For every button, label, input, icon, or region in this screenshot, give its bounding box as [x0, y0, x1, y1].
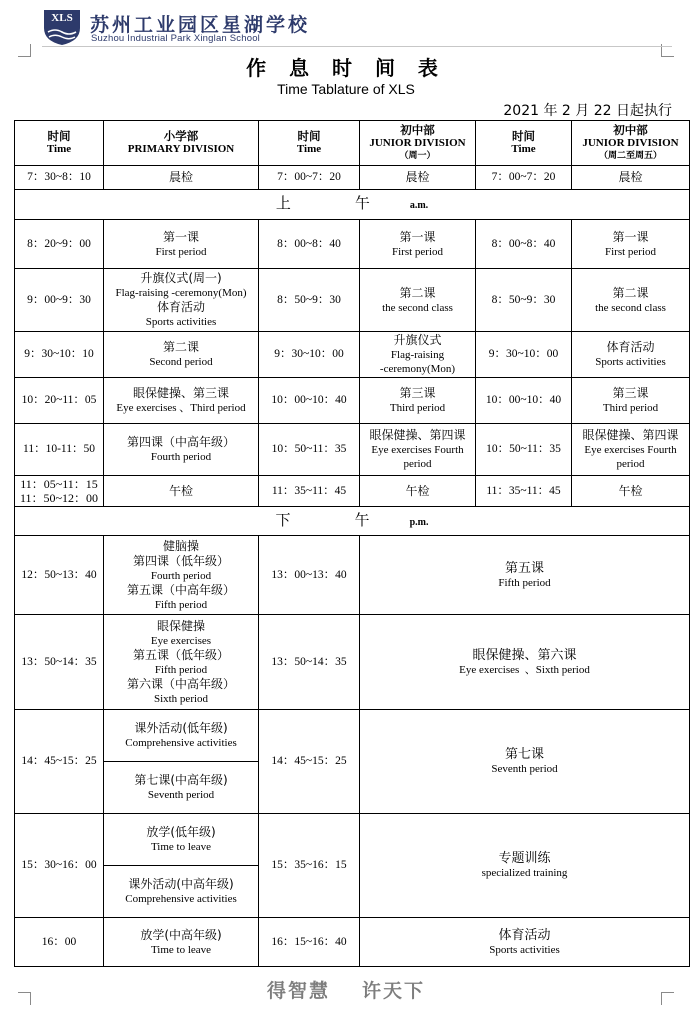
table-row: [15, 476, 690, 507]
time-cell: 13：50~14：35: [259, 615, 360, 710]
table-row: [15, 332, 690, 378]
activity-cell: 体育活动 Sports activities: [572, 332, 690, 378]
activity-cell: 第三课 Third period: [572, 378, 690, 424]
table-row: [15, 424, 690, 476]
time-cell: 7：00~7：20: [476, 166, 572, 190]
time-cell: 10：00~10：40: [259, 378, 360, 424]
table-row: [15, 166, 690, 190]
activity-cell: 第三课 Third period: [360, 378, 476, 424]
time-cell: 16：00: [15, 918, 104, 967]
activity-cell: 眼保健操、第四课 Eye exercises Fourth period: [572, 424, 690, 476]
time-cell: 8：20~9：00: [15, 220, 104, 269]
time-cell: 8：00~8：40: [476, 220, 572, 269]
time-cell: 10：50~11：35: [259, 424, 360, 476]
activity-cell: 专题训练 specialized training: [360, 814, 690, 918]
activity-cell: 午检: [360, 476, 476, 507]
header-row: [15, 121, 690, 166]
time-cell: 12：50~13：40: [15, 536, 104, 615]
activity-cell: 第一课 First period: [360, 220, 476, 269]
pm-section-label: 下 午 p.m.: [15, 507, 690, 536]
activity-cell: 健脑操 第四课（低年级） Fourth period 第五课（中高年级） Fifth period: [104, 536, 259, 615]
activity-cell: 第二课 the second class: [360, 269, 476, 332]
time-cell: 13：00~13：40: [259, 536, 360, 615]
split-bottom: 课外活动(中高年级) Comprehensive activities: [125, 877, 237, 905]
am-section-row: [15, 190, 690, 220]
time-cell: 14：45~15：25: [15, 710, 104, 814]
time-cell: 7：30~8：10: [15, 166, 104, 190]
activity-cell: 升旗仪式(周一) Flag-raising -ceremony(Mon) 体育活动 Sports activities: [104, 269, 259, 332]
header-time-junior-tue-fri: 时间 Time: [476, 121, 572, 166]
school-logo-icon: [42, 8, 82, 46]
table-row: [15, 814, 690, 918]
time-cell: 9：30~10：00: [476, 332, 572, 378]
activity-cell: 午检: [104, 476, 259, 507]
time-cell: 13：50~14：35: [15, 615, 104, 710]
header-divider: [42, 46, 672, 47]
table-row: [15, 710, 690, 814]
activity-cell: 第一课 First period: [572, 220, 690, 269]
header-primary-division: 小学部 PRIMARY DIVISION: [104, 121, 259, 166]
time-cell: 9：30~10：10: [15, 332, 104, 378]
time-cell: 11：35~11：45: [259, 476, 360, 507]
table-row: [15, 918, 690, 967]
time-cell: 7：00~7：20: [259, 166, 360, 190]
page-title-en: Time Tablature of XLS: [277, 81, 415, 97]
am-section-label: 上 午 a.m.: [15, 190, 690, 220]
activity-cell: 眼保健操、第四课 Eye exercises Fourth period: [360, 424, 476, 476]
activity-cell-split: [104, 814, 259, 918]
school-name-cn: 苏州工业园区星湖学校: [90, 14, 311, 36]
time-cell: 10：50~11：35: [476, 424, 572, 476]
logo-text: XLS: [51, 12, 73, 24]
header-time-primary: 时间 Time: [15, 121, 104, 166]
time-cell: 11：35~11：45: [476, 476, 572, 507]
activity-cell: 眼保健操 Eye exercises 第五课（低年级） Fifth period 第六课（中高年级） Sixth period: [104, 615, 259, 710]
footer-motto-right: 许天下: [362, 980, 426, 1002]
table-row: [15, 378, 690, 424]
table-row: [15, 536, 690, 615]
activity-cell: 晨检: [360, 166, 476, 190]
header-time-junior-mon: 时间 Time: [259, 121, 360, 166]
time-cell: 9：00~9：30: [15, 269, 104, 332]
page-title-cn: 作 息 时 间 表: [246, 56, 446, 80]
activity-cell: 第四课（中高年级） Fourth period: [104, 424, 259, 476]
footer-motto-left: 得智慧: [266, 980, 330, 1002]
activity-cell: 午检: [572, 476, 690, 507]
effective-date: 2021 年 2 月 22 日起执行: [503, 103, 672, 119]
activity-cell: 晨检: [572, 166, 690, 190]
header-junior-division-mon: 初中部 JUNIOR DIVISION （周一）: [360, 121, 476, 166]
time-cell: 10：00~10：40: [476, 378, 572, 424]
activity-cell: 放学(中高年级) Time to leave: [104, 918, 259, 967]
school-header: [42, 6, 682, 48]
time-cell: 15：30~16：00: [15, 814, 104, 918]
table-row: [15, 220, 690, 269]
pm-section-row: [15, 507, 690, 536]
table-row: [15, 269, 690, 332]
header-junior-division-tue-fri: 初中部 JUNIOR DIVISION （周二至周五）: [572, 121, 690, 166]
split-top: 课外活动(低年级) Comprehensive activities: [104, 710, 258, 762]
activity-cell-split: [104, 710, 259, 814]
activity-cell: 第五课 Fifth period: [360, 536, 690, 615]
activity-cell: 晨检: [104, 166, 259, 190]
time-cell: 16：15~16：40: [259, 918, 360, 967]
activity-cell: 体育活动 Sports activities: [360, 918, 690, 967]
table-row: [15, 615, 690, 710]
time-cell: 8：00~8：40: [259, 220, 360, 269]
time-cell: 8：50~9：30: [476, 269, 572, 332]
activity-cell: 第二课 the second class: [572, 269, 690, 332]
footer-motto: [0, 976, 692, 1003]
time-cell: 8：50~9：30: [259, 269, 360, 332]
time-cell: 9：30~10：00: [259, 332, 360, 378]
activity-cell: 第一课 First period: [104, 220, 259, 269]
activity-cell: 眼保健操、第六课 Eye exercises 、Sixth period: [360, 615, 690, 710]
split-top: 放学(低年级) Time to leave: [104, 814, 258, 866]
time-cell: 14：45~15：25: [259, 710, 360, 814]
time-cell: 10：20~11：05: [15, 378, 104, 424]
time-cell: 11：10-11：50: [15, 424, 104, 476]
activity-cell: 升旗仪式 Flag-raising -ceremony(Mon): [360, 332, 476, 378]
timetable: [14, 120, 690, 967]
school-name-en: Suzhou Industrial Park Xinglan School: [91, 33, 260, 44]
activity-cell: 眼保健操、第三课 Eye exercises 、Third period: [104, 378, 259, 424]
time-cell: 11：05~11：15 11：50~12：00: [15, 476, 104, 507]
activity-cell: 第二课 Second period: [104, 332, 259, 378]
time-cell: 15：35~16：15: [259, 814, 360, 918]
split-bottom: 第七课(中高年级) Seventh period: [134, 773, 228, 801]
activity-cell: 第七课 Seventh period: [360, 710, 690, 814]
